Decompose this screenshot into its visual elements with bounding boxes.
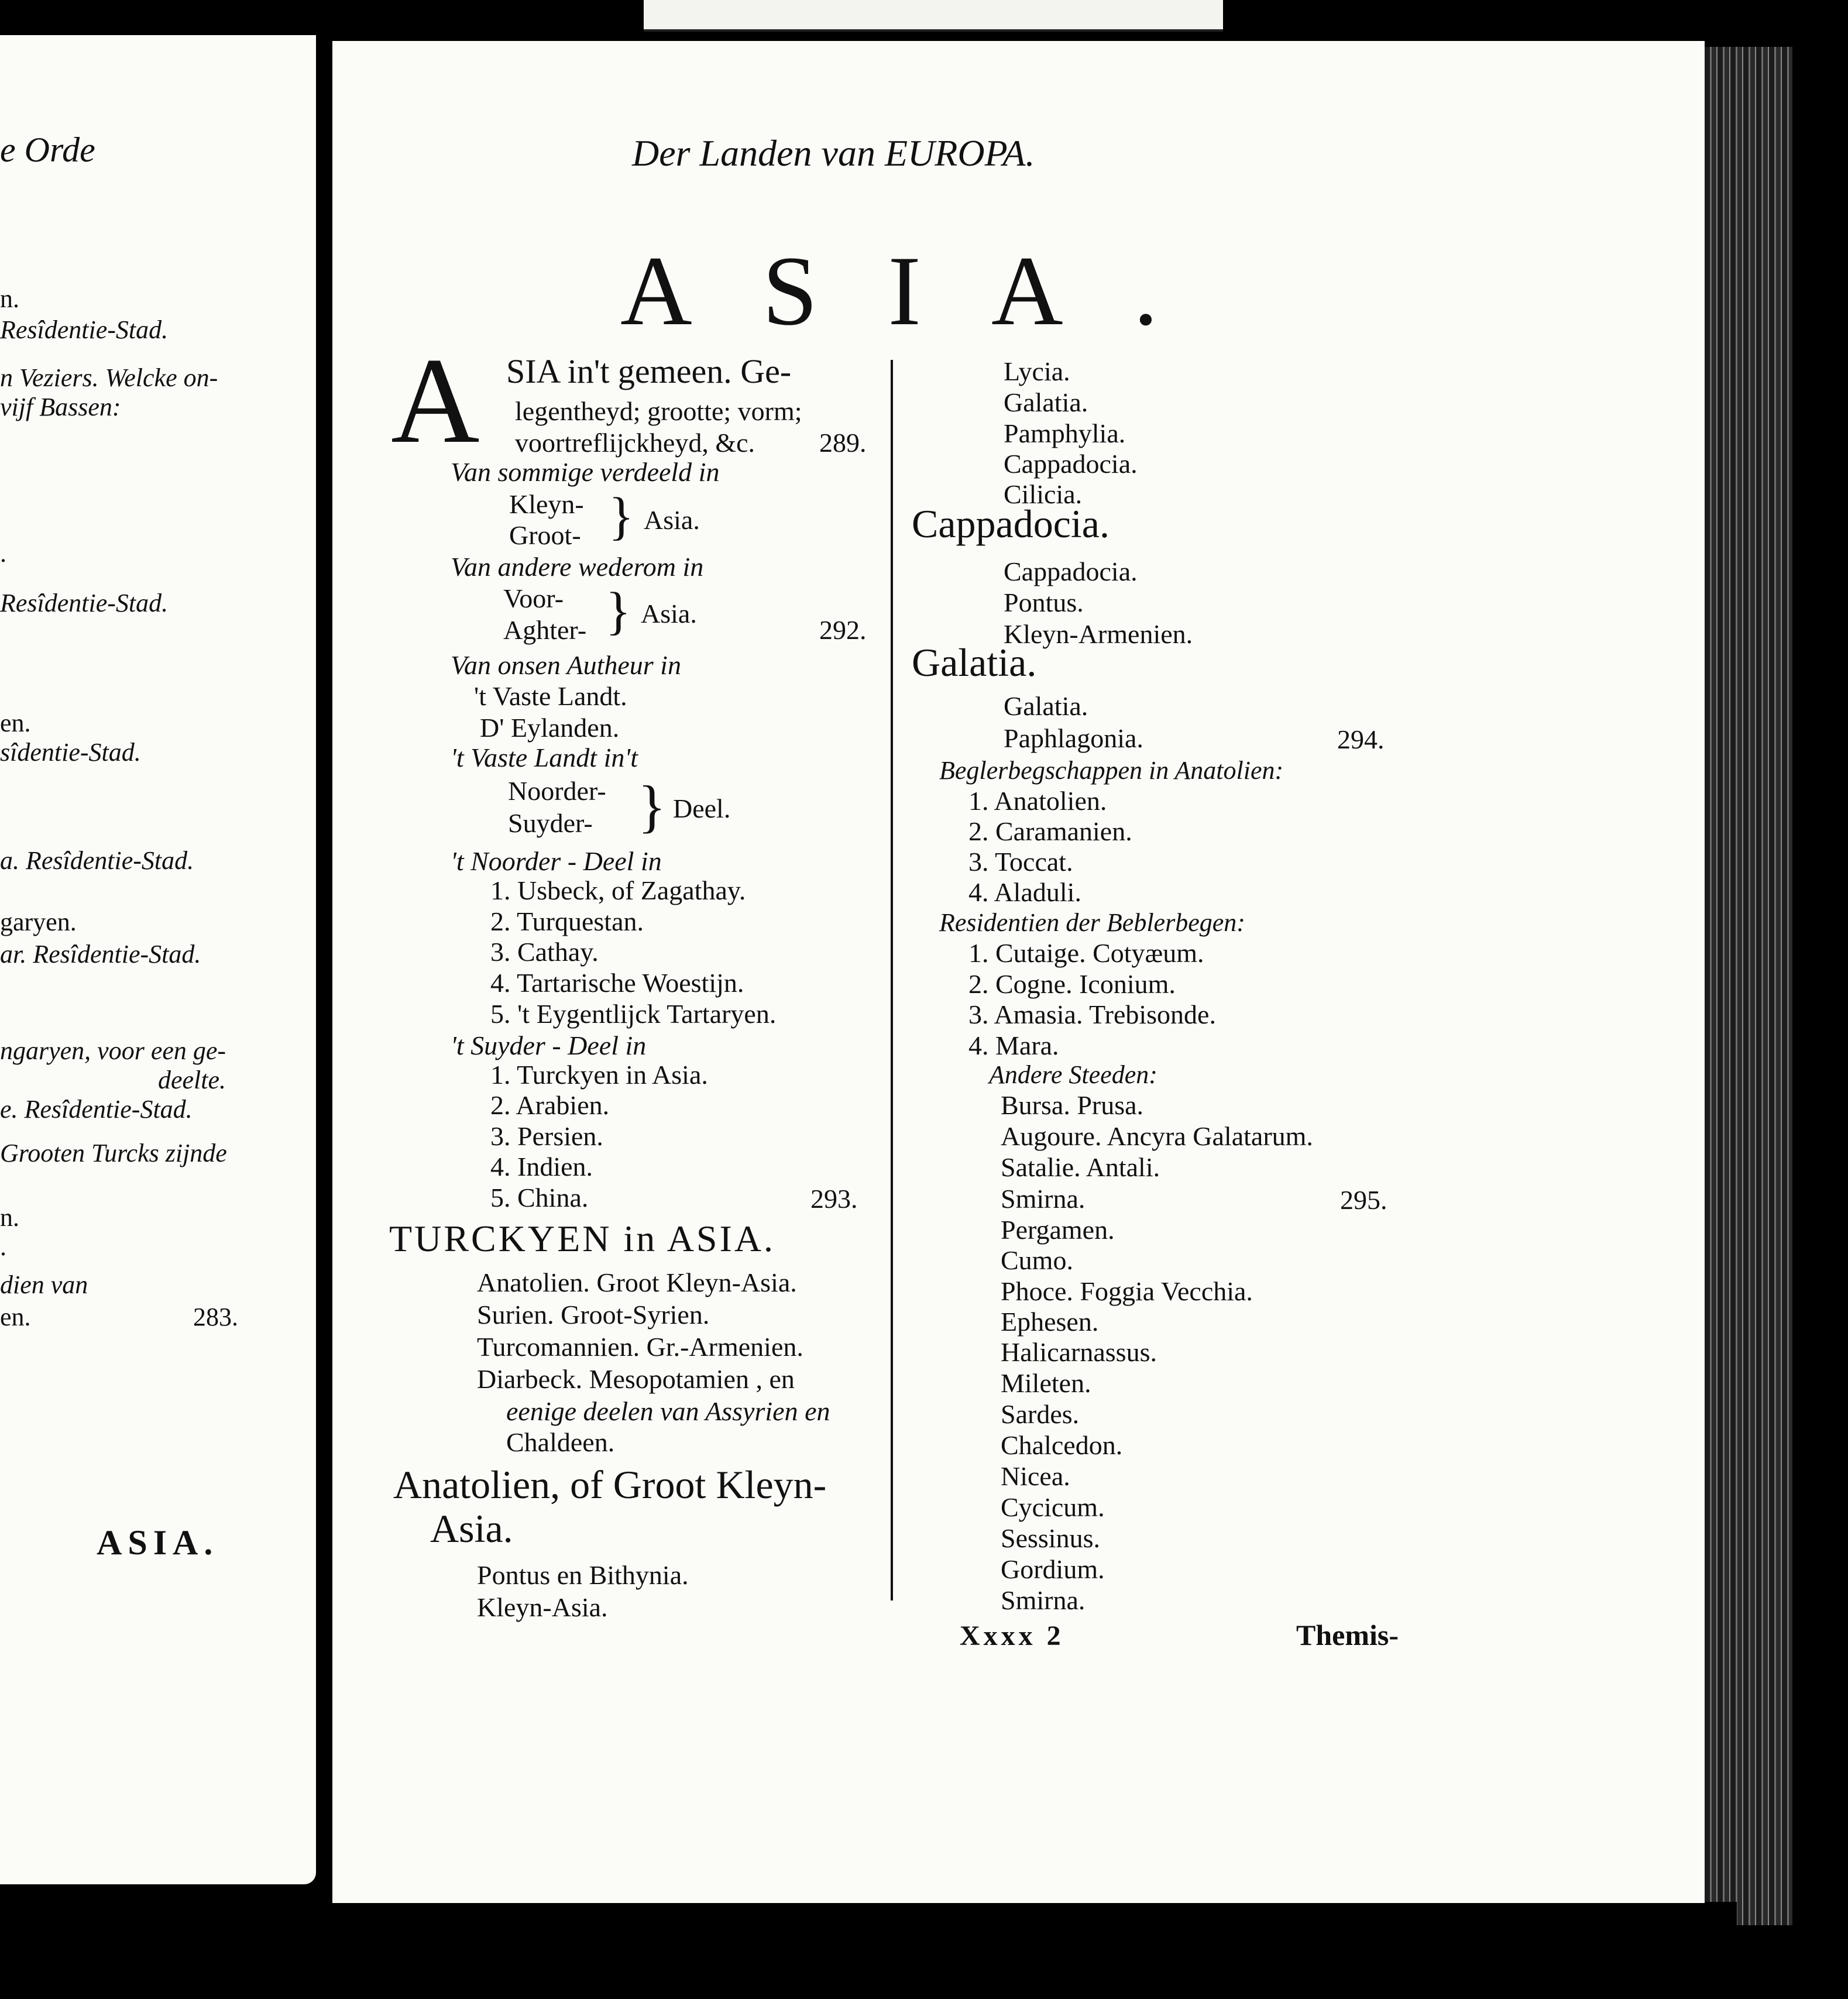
left-page-line: en.	[0, 709, 31, 737]
brace-target: Deel.	[673, 794, 731, 823]
list-item: 3. Persien.	[490, 1121, 603, 1151]
left-page	[0, 35, 316, 1884]
list-item: Voor-	[503, 583, 564, 613]
brace-target: Asia.	[641, 599, 697, 628]
list-item: Chalcedon.	[1001, 1430, 1123, 1460]
list-item: Lycia.	[1004, 356, 1070, 386]
brace-icon: }	[606, 582, 631, 640]
list-item: Smirna.	[1001, 1585, 1086, 1615]
section-title: Asia.	[430, 1506, 513, 1551]
left-page-line: .	[0, 539, 6, 568]
list-item: Surien. Groot-Syrien.	[477, 1300, 710, 1330]
list-item: Kleyn-Armenien.	[1004, 619, 1193, 649]
list-item: 2. Arabien.	[490, 1090, 610, 1120]
list-item: 3. Cathay.	[490, 937, 599, 967]
left-page-line: n Veziers. Welcke on-	[0, 363, 218, 392]
section-heading: Residentien der Beblerbegen:	[939, 908, 1245, 937]
left-page-line: ngaryen, voor een ge-	[0, 1036, 226, 1065]
page-ref: 289.	[819, 428, 867, 458]
list-item: 4. Indien.	[490, 1152, 593, 1181]
page-ref: 295.	[1340, 1185, 1387, 1215]
list-item: Sardes.	[1001, 1399, 1080, 1429]
list-item: Halicarnassus.	[1001, 1337, 1157, 1367]
page-ref: 293.	[810, 1184, 858, 1214]
list-item: Cycicum.	[1001, 1492, 1105, 1522]
list-item: Aghter-	[503, 615, 587, 645]
left-page-line: garyen.	[0, 908, 77, 936]
list-item: Phoce. Foggia Vecchia.	[1001, 1276, 1253, 1306]
adjacent-leaf-scrap	[644, 0, 1223, 32]
section-heading: 't Vaste Landt in't	[451, 743, 638, 772]
list-item: eenige deelen van Assyrien en	[506, 1396, 830, 1426]
list-item: Suyder-	[508, 808, 593, 838]
signature-mark: Xxxx 2	[960, 1620, 1064, 1651]
list-item: Sessinus.	[1001, 1523, 1100, 1553]
bottom-shadow	[332, 1902, 1737, 1999]
left-page-line: Resîdentie-Stad.	[0, 589, 169, 617]
list-item: Groot-	[509, 520, 581, 550]
list-item: Pontus.	[1004, 588, 1084, 617]
list-item: Augoure. Ancyra Galatarum.	[1001, 1121, 1313, 1151]
left-page-line: vijf Bassen:	[0, 393, 121, 421]
list-item: Galatia.	[1004, 387, 1088, 417]
section-title: Galatia.	[912, 640, 1037, 685]
list-item: 2. Turquestan.	[490, 906, 644, 936]
left-page-line: Grooten Turcks zijnde	[0, 1139, 227, 1167]
section-heading: Van onsen Autheur in	[451, 650, 681, 680]
list-item: 't Vaste Landt.	[474, 681, 627, 711]
intro-line: voortreflijckheyd, &c.	[515, 428, 755, 458]
list-item: Kleyn-Asia.	[477, 1592, 608, 1622]
list-item: Chaldeen.	[506, 1427, 615, 1457]
brace-icon: }	[638, 774, 666, 839]
section-heading: 't Noorder - Deel in	[451, 846, 662, 876]
page-title-text: ASIA.	[620, 236, 1229, 346]
left-page-line: ar. Resîdentie-Stad.	[0, 940, 201, 968]
left-page-line: sîdentie-Stad.	[0, 738, 141, 767]
column-rule	[891, 360, 893, 1600]
left-page-line: n.	[0, 1203, 19, 1232]
left-page-line: n.	[0, 284, 19, 313]
section-title: TURCKYEN in ASIA.	[389, 1218, 776, 1259]
list-item: 1. Turckyen in Asia.	[490, 1060, 708, 1090]
list-item: Smirna.	[1001, 1184, 1086, 1214]
list-item: 1. Cutaige. Cotyæum.	[968, 938, 1204, 968]
page-ref: 292.	[819, 615, 867, 645]
section-heading: Van andere wederom in	[451, 552, 704, 582]
left-page-line: deelte.	[158, 1066, 226, 1094]
list-item: Satalie. Antali.	[1001, 1152, 1160, 1182]
list-item: Gordium.	[1001, 1554, 1105, 1584]
list-item: Turcomannien. Gr.-Armenien.	[477, 1332, 803, 1362]
section-heading: 't Suyder - Deel in	[451, 1031, 647, 1060]
intro-line: legentheyd; grootte; vorm;	[515, 396, 802, 426]
list-item: Galatia.	[1004, 691, 1088, 721]
list-item: 3. Toccat.	[968, 847, 1073, 877]
catchword: Themis-	[1296, 1619, 1399, 1651]
list-item: 3. Amasia. Trebisonde.	[968, 999, 1216, 1029]
running-head: Der Landen van EUROPA.	[632, 132, 1035, 174]
list-item: Pergamen.	[1001, 1215, 1115, 1245]
left-page-line: e. Resîdentie-Stad.	[0, 1095, 193, 1124]
list-item: Bursa. Prusa.	[1001, 1090, 1144, 1120]
list-item: 2. Cogne. Iconium.	[968, 969, 1176, 999]
list-item: Kleyn-	[509, 489, 584, 519]
brace-target: Asia.	[644, 505, 700, 535]
left-page-line: .	[0, 1232, 6, 1261]
list-item: Paphlagonia.	[1004, 723, 1143, 753]
list-item: Pamphylia.	[1004, 418, 1126, 448]
drop-cap: A	[391, 333, 480, 469]
list-item: Ephesen.	[1001, 1307, 1099, 1337]
list-item: 4. Mara.	[968, 1031, 1059, 1060]
brace-icon: }	[609, 487, 634, 545]
list-item: Mileten.	[1001, 1368, 1091, 1398]
list-item: 4. Tartarische Woestijn.	[490, 968, 744, 998]
section-heading: Beglerbegschappen in Anatolien:	[939, 756, 1284, 785]
list-item: 5. China.	[490, 1183, 589, 1213]
left-page-line: dien van	[0, 1270, 88, 1299]
list-item: Pontus en Bithynia.	[477, 1560, 689, 1590]
book-fore-edge	[1705, 47, 1792, 1925]
list-item: 4. Aladuli.	[968, 877, 1081, 907]
list-item: 5. 't Eygentlijck Tartaryen.	[490, 999, 777, 1029]
left-page-heading: e Orde	[0, 130, 95, 169]
section-title: Anatolien, of Groot Kleyn-	[393, 1462, 827, 1507]
list-item: 1. Usbeck, of Zagathay.	[490, 875, 746, 905]
left-page-page-number: 283.	[193, 1303, 238, 1331]
list-item: Cumo.	[1001, 1245, 1073, 1275]
list-item: Diarbeck. Mesopotamien , en	[477, 1364, 795, 1394]
list-item: Cappadocia.	[1004, 449, 1138, 479]
book-gutter	[316, 0, 334, 1999]
list-item: Cappadocia.	[1004, 557, 1138, 586]
list-item: Cilicia.	[1004, 479, 1083, 509]
section-heading: Andere Steeden:	[989, 1060, 1157, 1089]
page-ref: 294.	[1337, 724, 1385, 754]
section-title: Cappadocia.	[912, 502, 1110, 546]
page-title	[620, 234, 1228, 348]
list-item: Anatolien. Groot Kleyn-Asia.	[477, 1268, 797, 1297]
list-item: 1. Anatolien.	[968, 786, 1107, 816]
list-item: D' Eylanden.	[480, 713, 620, 743]
left-page-catchword: ASIA.	[97, 1523, 219, 1562]
left-page-line: en.	[0, 1303, 31, 1331]
list-item: Noorder-	[508, 776, 606, 806]
left-page-line: Resîdentie-Stad.	[0, 315, 169, 344]
list-item: 2. Caramanien.	[968, 816, 1132, 846]
left-page-line: a. Resîdentie-Stad.	[0, 846, 194, 875]
list-item: Nicea.	[1001, 1461, 1070, 1491]
section-heading: Van sommige verdeeld in	[451, 457, 720, 487]
intro-line: SIA in't gemeen. Ge-	[506, 352, 792, 390]
